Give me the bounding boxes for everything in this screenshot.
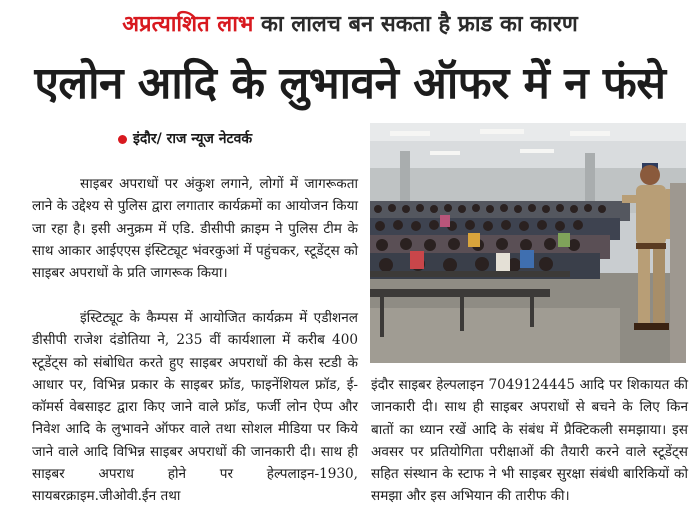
article-paragraph-1: साइबर अपराधों पर अंकुश लगाने, लोगों में जागरूकता लाने के उद्देश्य से पुलिस द्वारा लगातार कार्यक्रमों का आयोजन किया जा रहा है। इसी अनुक्रम में एडि. डीसीपी क्राइम ने पुलिस टीम के साथ आकार आईएएस इंस्टिट्यूट भंवरकुआं में पहुंचकर, स्टूडेंट्स को साइबर अपराधों के प्रति जागरूक किया।: [32, 176, 358, 282]
news-photo: [370, 123, 686, 363]
article-paragraph-2: इंस्टिट्यूट के कैम्पस में आयोजित कार्यक्रम में एडीशनल डीसीपी राजेश दंडोतिया ने, 235 वीं कार्यशाला में करीब 400 स्टूडेंट्स को संबोधित करते हुए साइबर अपराधों की केस स्टडी के आधार पर, विभिन्न प्रकार के साइबर फ्रॉड, फाइनेंशियल फ्रॉड, ई-कॉमर्स वेबसाइट द्वारा किए जाने वाले फ्रॉड, फर्जी लोन ऐप्प और निवेश आदि के लुभावने ऑफर वाले तथा सोशल मीडिया पर किये जाने वाले आदि विभिन्न साइबर अपराधों की जानकारी दी। साथ ही साइबर अपराध होने पर हेल्पलाइन-1930, सायबरक्राइम.जीओवी.ईन तथा: [32, 310, 358, 505]
kicker-headline: [0, 8, 700, 42]
byline-text: इंदौर/ राज न्यूज नेटवर्क: [133, 131, 253, 147]
kicker-highlight: अप्रत्याशित लाभ: [122, 12, 254, 37]
kicker-text: का लालच बन सकता है फ्राड का कारण: [261, 12, 578, 37]
byline: [118, 129, 252, 148]
main-headline: एलोन आदि के लुभावने ऑफर में न फंसे: [34, 58, 666, 109]
bullet-dot-icon: [118, 135, 127, 144]
article-paragraph-3: इंदौर साइबर हेल्पलाइन 7049124445 आदि पर शिकायत की जानकारी दी। साथ ही साइबर अपराधों से बचने के लिए किन बातों का ध्यान रखें आदि के संबंध में प्रैक्टिकली समझाया। इस अवसर पर प्रतियोगिता परीक्षाओं की तैयारी करने वाले स्टूडेंट्स सहित संस्थान के स्टाफ ने भी साइबर सुरक्षा संबंधी बारिकियों को समझा और इस अभियान की तारीफ की।: [371, 377, 688, 505]
